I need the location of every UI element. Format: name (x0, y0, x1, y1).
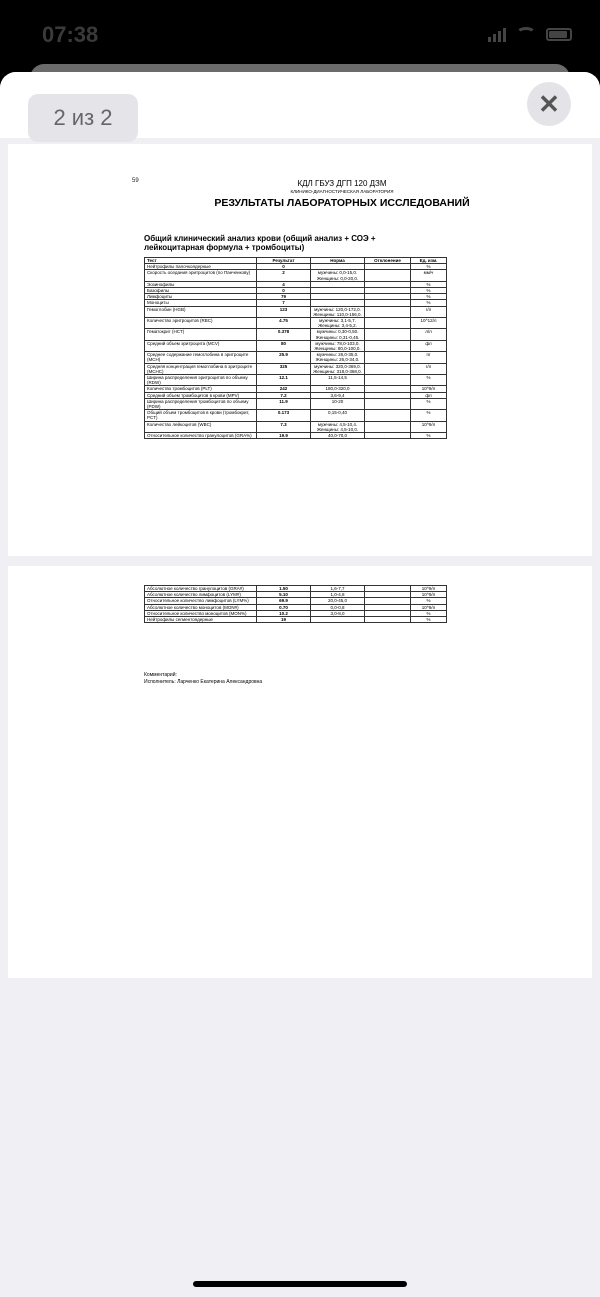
status-time: 07:38 (42, 22, 99, 47)
test-name-cell: Скорость оседания эритроцитов (по Панченкову) (145, 270, 257, 281)
deviation-cell (365, 375, 411, 386)
header-test: Тест (145, 258, 257, 264)
norm-cell: 180,0-320,0 (311, 386, 365, 392)
table-row (145, 340, 447, 351)
test-name-cell: Относительное количество гранулоцитов (GRA%) (145, 433, 257, 439)
norm-cell: мужчины: 0,0-15,0. Женщины: 0,0-20,0. (311, 270, 365, 281)
test-name-cell: Относительное количество моноцитов (MON%) (145, 610, 257, 616)
result-cell: 25.9 (257, 352, 311, 363)
deviation-cell (365, 363, 411, 374)
result-cell: 19.9 (257, 433, 311, 439)
result-cell: 79 (257, 294, 311, 300)
deviation-cell (365, 329, 411, 340)
test-name-cell: Гематокрит (HCT) (145, 329, 257, 340)
norm-cell: 3,6-9,4 (311, 392, 365, 398)
result-cell: 242 (257, 386, 311, 392)
norm-cell: 11,5-14,5 (311, 375, 365, 386)
document-title: РЕЗУЛЬТАТЫ ЛАБОРАТОРНЫХ ИССЛЕДОВАНИЙ (214, 197, 470, 209)
top-note: 59 (132, 178, 139, 184)
table-row (145, 375, 447, 386)
result-cell: 2 (257, 270, 311, 281)
norm-cell: 1,6-7,7 (311, 586, 365, 592)
unit-cell: пг (411, 352, 447, 363)
result-cell: 0.378 (257, 329, 311, 340)
deviation-cell (365, 340, 411, 351)
status-bar (0, 0, 600, 70)
test-name-cell: Количество тромбоцитов (PLT) (145, 386, 257, 392)
unit-cell: фл (411, 340, 447, 351)
norm-cell: 0,0-0,8 (311, 604, 365, 610)
deviation-cell (365, 352, 411, 363)
table-row (145, 352, 447, 363)
norm-cell: мужчины: 26,0-35,0. Женщины: 26,0-34,0. (311, 352, 365, 363)
deviation-cell (365, 318, 411, 329)
wifi-icon (516, 27, 536, 41)
status-icons (488, 26, 572, 42)
unit-cell: % (411, 288, 447, 294)
result-cell: 69.9 (257, 598, 311, 604)
comment-label: Комментарий: (144, 672, 177, 678)
unit-cell: % (411, 281, 447, 287)
test-name-cell: Нейтрофилы сегментоядерные (145, 617, 257, 623)
norm-cell: мужчины: 78,0-103,0. Женщины: 80,0-100,0. (311, 340, 365, 351)
table-row (145, 398, 447, 409)
document-viewer-sheet (0, 72, 600, 1297)
table-row (145, 433, 447, 439)
document-header (32, 179, 568, 209)
close-button[interactable] (527, 82, 571, 126)
unit-cell: % (411, 433, 447, 439)
test-name-cell: Нейтрофилы палочкоядерные (145, 264, 257, 270)
result-cell: 11.9 (257, 398, 311, 409)
test-name-cell: Лимфоциты (145, 294, 257, 300)
unit-cell: % (411, 598, 447, 604)
unit-cell: г/л (411, 306, 447, 317)
test-name-cell: Ширина распределения тромбоцитов по объему (PDW) (145, 398, 257, 409)
table-row (145, 410, 447, 421)
page-indicator: 2 из 2 (28, 94, 138, 142)
unit-cell: 10^9/л (411, 421, 447, 432)
result-cell: 1.50 (257, 586, 311, 592)
document-page-1[interactable] (8, 144, 592, 556)
test-name-cell: Моноциты (145, 300, 257, 306)
unit-cell: фл (411, 392, 447, 398)
unit-cell: 10^9/л (411, 386, 447, 392)
test-name-cell: Абсолютное количество гранулоцитов (GRA#) (145, 586, 257, 592)
home-indicator[interactable] (193, 1281, 407, 1287)
deviation-cell (365, 398, 411, 409)
test-name-cell: Ширина распределения эритроцитов по объему (RDW) (145, 375, 257, 386)
lab-subtitle: КЛИНИКО-ДИАГНОСТИЧЕСКАЯ ЛАБОРАТОРИЯ (290, 189, 394, 194)
lab-name: КДЛ ГБУЗ ДГП 120 ДЗМ (297, 179, 387, 188)
test-name-cell: Средняя концентрация гемоглобина в эритроците (MCHC) (145, 363, 257, 374)
unit-cell: 10^9/л (411, 586, 447, 592)
test-name-cell: Абсолютное количество лимфоцитов (LYM#) (145, 592, 257, 598)
deviation-cell (365, 617, 411, 623)
table-row (145, 617, 447, 623)
table-row (145, 306, 447, 317)
header-norm: Норма (311, 258, 365, 264)
header-result: Результат (257, 258, 311, 264)
result-cell: 80 (257, 340, 311, 351)
comment-block (144, 672, 262, 686)
test-name-cell: Относительное количество лимфоцитов (LYM%) (145, 598, 257, 604)
test-name-cell: Количество лейкоцитов (WBC) (145, 421, 257, 432)
norm-cell: мужчины: 4,5-10,4. Женщины: 4,5-10,0. (311, 421, 365, 432)
unit-cell: мм/ч (411, 270, 447, 281)
unit-cell: г/л (411, 363, 447, 374)
norm-cell: 1,0-4,8 (311, 592, 365, 598)
norm-cell: мужчины: 120,0-172,0. Женщины: 110,0-156,0. (311, 306, 365, 317)
results-table-page-1 (144, 257, 447, 439)
table-row (145, 363, 447, 374)
test-name-cell: Общий объем тромбоцитов в крови (тромбокрит, PCT) (145, 410, 257, 421)
table-row (145, 329, 447, 340)
analysis-title: Общий клинический анализ крови (общий анализ + СОЭ + лейкоцитарная формула + тромбоциты) (144, 234, 376, 252)
norm-cell (311, 617, 365, 623)
header-deviation: Отклонение (365, 258, 411, 264)
battery-icon (546, 28, 572, 41)
test-name-cell: Гемоглобин (HGB) (145, 306, 257, 317)
result-cell: 325 (257, 363, 311, 374)
deviation-cell (365, 421, 411, 432)
test-name-cell: Средний объем тромбоцитов в крови (MPV) (145, 392, 257, 398)
result-cell: 10.2 (257, 610, 311, 616)
test-name-cell: Количество эритроцитов (RBC) (145, 318, 257, 329)
result-cell: 0 (257, 264, 311, 270)
test-name-cell: Эозинофилы (145, 281, 257, 287)
unit-cell: 10^9/л (411, 592, 447, 598)
test-name-cell: Среднее содержание гемоглобина в эритроците (MCH) (145, 352, 257, 363)
norm-cell: мужчины: 320,0-369,0. Женщины: 318,0-368,0. (311, 363, 365, 374)
unit-cell: % (411, 300, 447, 306)
result-cell: 19 (257, 617, 311, 623)
unit-cell: % (411, 410, 447, 421)
result-cell: 4 (257, 281, 311, 287)
test-name-cell: Абсолютное количество моноцитов (MON#) (145, 604, 257, 610)
test-name-cell: Базофилы (145, 288, 257, 294)
result-cell: 7.2 (257, 392, 311, 398)
test-name-cell: Средний объем эритроцита (MCV) (145, 340, 257, 351)
unit-cell: % (411, 375, 447, 386)
norm-cell: 0,15-0,40 (311, 410, 365, 421)
result-cell: 12.1 (257, 375, 311, 386)
norm-cell: 10-20 (311, 398, 365, 409)
result-cell: 7.3 (257, 421, 311, 432)
norm-cell: 40,0-70,0 (311, 433, 365, 439)
unit-cell: 10^9/л (411, 604, 447, 610)
deviation-cell (365, 433, 411, 439)
unit-cell: 10^12/л (411, 318, 447, 329)
unit-cell: % (411, 398, 447, 409)
unit-cell: % (411, 264, 447, 270)
result-cell: 0.70 (257, 604, 311, 610)
executor-line: Исполнитель: Ларченко Екатерина Александровна (144, 679, 263, 685)
norm-cell: мужчины: 3,1-5,7. Женщины: 3,4-5,2. (311, 318, 365, 329)
unit-cell: л/л (411, 329, 447, 340)
deviation-cell (365, 410, 411, 421)
deviation-cell (365, 306, 411, 317)
signal-icon (488, 26, 506, 42)
table-row (145, 421, 447, 432)
table-row (145, 318, 447, 329)
unit-cell: % (411, 617, 447, 623)
norm-cell: мужчины: 0,30-0,50. Женщины: 0,31-0,45. (311, 329, 365, 340)
results-table-page-2 (144, 585, 447, 623)
result-cell: 4.75 (257, 318, 311, 329)
document-page-2[interactable] (8, 566, 592, 978)
table-row (145, 270, 447, 281)
norm-cell: 3,0-8,0 (311, 610, 365, 616)
result-cell: 5.10 (257, 592, 311, 598)
unit-cell: % (411, 294, 447, 300)
unit-cell: % (411, 610, 447, 616)
deviation-cell (365, 270, 411, 281)
norm-cell: 20,0-45,0 (311, 598, 365, 604)
result-cell: 7 (257, 300, 311, 306)
header-unit: Ед. изм. (411, 258, 447, 264)
result-cell: 123 (257, 306, 311, 317)
result-cell: 0 (257, 288, 311, 294)
result-cell: 0.173 (257, 410, 311, 421)
close-icon: ✕ (538, 88, 560, 119)
